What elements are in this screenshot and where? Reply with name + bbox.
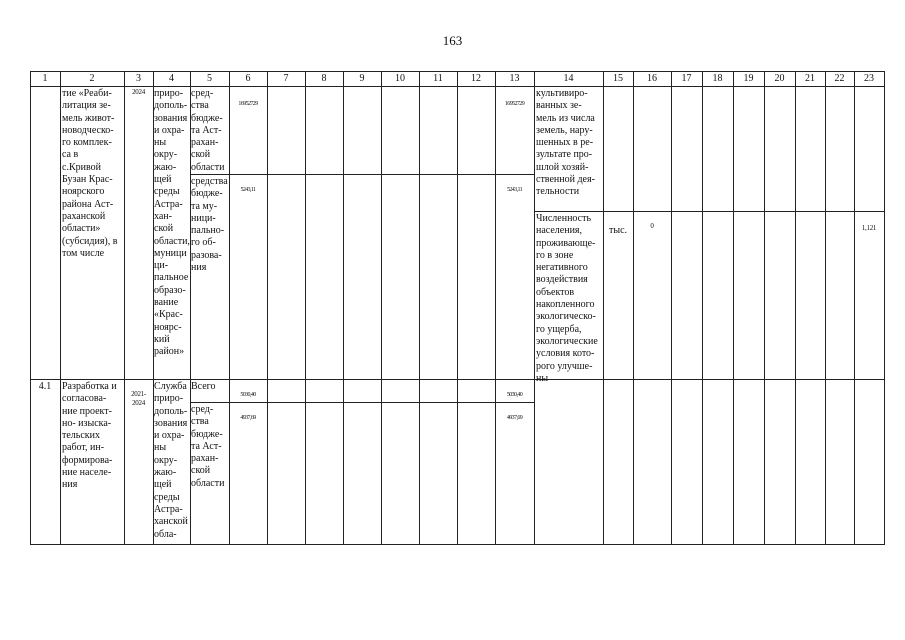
row-a-source-1: сред- ства бюдже- та Аст- рахан- ской области xyxy=(191,88,225,173)
column-header: 17 xyxy=(681,73,692,84)
row-b-total-1: 4937,69 xyxy=(506,415,523,421)
col-line xyxy=(124,71,125,545)
column-header: 2 xyxy=(89,73,95,84)
column-header: 1 xyxy=(42,73,48,84)
col-line xyxy=(419,71,420,545)
subrow-line-indicator xyxy=(534,211,885,212)
row-a-target-value: 1,121 xyxy=(861,224,877,232)
row-b-total-total: 5030,40 xyxy=(506,392,523,398)
row-a-unit: тыс. xyxy=(608,225,628,236)
column-header: 12 xyxy=(471,73,481,84)
column-header: 13 xyxy=(509,73,520,84)
column-header: 20 xyxy=(774,73,785,84)
col-line xyxy=(381,71,382,545)
col-line xyxy=(457,71,458,545)
row-a-year: 2024 xyxy=(132,88,145,96)
row-a-source-2: средства бюдже- та му- ници- пально- го об- разова- ния xyxy=(191,176,228,274)
column-header: 16 xyxy=(647,73,657,84)
column-header: 7 xyxy=(283,73,289,84)
col-line xyxy=(633,71,634,545)
subrow-line-a xyxy=(190,174,534,175)
column-header: 8 xyxy=(321,73,327,84)
column-header: 15 xyxy=(613,73,623,84)
column-header: 5 xyxy=(207,73,212,84)
row-a-total-1: 16952729 xyxy=(504,101,525,107)
column-header: 22 xyxy=(834,73,845,84)
column-header: 4 xyxy=(169,73,174,84)
col-line xyxy=(702,71,703,545)
row-a-description: тие «Реаби- литация зе- мель живот- новодческо- го комплек- са в с.Кривой Бузан Крас- ноярского района Аст- раханской области» (субсидия), в том числе xyxy=(62,88,118,259)
row-a-indicator-1: культивиро- ванных зе- мель из числа земель, нару- шенных в ре- зультате про- шлой хозяй- ственной дея- тельности xyxy=(536,88,595,198)
row-a-amount-2: 5243,11 xyxy=(240,187,256,193)
row-b-source-total: Всего xyxy=(191,381,216,392)
row-a-total-2: 5243,11 xyxy=(506,187,523,193)
col-line xyxy=(603,71,604,545)
col-line xyxy=(495,71,496,545)
row-b-description: Разработка и согласова- ние проект- но- изыска- тельских работ, ин- формирова- ние населе- ния xyxy=(62,381,117,491)
subrow-line-b xyxy=(190,402,534,403)
row-a-responsible: приро- дополь- зования и охра- ны окру- жаю- щей среды Астра- хан- ской области, муници ци- пальное образо- вание «Крас- ноярс- кий район» xyxy=(154,88,190,358)
column-header: 10 xyxy=(395,73,405,84)
col-line xyxy=(305,71,306,545)
col-line xyxy=(671,71,672,545)
col-line xyxy=(267,71,268,545)
col-line xyxy=(764,71,765,545)
col-line xyxy=(30,71,31,545)
col-line xyxy=(229,71,230,545)
row-b-source-1: сред- ства бюдже- та Аст- рахан- ской области xyxy=(191,404,225,489)
column-header: 9 xyxy=(359,73,365,84)
row-a-amount-1: 16952729 xyxy=(238,101,258,107)
row-b-number: 4.1 xyxy=(38,381,52,392)
page-number: 163 xyxy=(442,33,463,48)
row-b-year: 2021- 2024 xyxy=(131,390,146,407)
col-line xyxy=(534,71,535,545)
row-a-base-value: 0 xyxy=(650,222,654,230)
row-b-responsible: Служба приро- дополь- зования и охра- ны окру- жаю- щей среды Астра- ханской обла- xyxy=(154,381,188,540)
row-a-indicator-2: Численность населения, проживающе- го в зоне негативного воздействия объектов накопленного экологическо- го ущерба, экологические условия кото- рого улучше- ны xyxy=(536,213,598,384)
col-line xyxy=(854,71,855,545)
col-line xyxy=(60,71,61,545)
column-header: 19 xyxy=(743,73,754,84)
col-line xyxy=(343,71,344,545)
column-header: 18 xyxy=(712,73,723,84)
column-header: 6 xyxy=(245,73,251,84)
col-line xyxy=(795,71,796,545)
column-header: 3 xyxy=(136,73,141,84)
col-line xyxy=(733,71,734,545)
col-line xyxy=(884,71,885,545)
column-header: 14 xyxy=(563,73,574,84)
row-b-amount-total: 5030,40 xyxy=(240,392,256,398)
column-header: 23 xyxy=(864,73,874,84)
column-header: 11 xyxy=(433,73,443,84)
col-line xyxy=(825,71,826,545)
row-b-amount-1: 4937,69 xyxy=(240,415,256,421)
column-header: 21 xyxy=(805,73,815,84)
